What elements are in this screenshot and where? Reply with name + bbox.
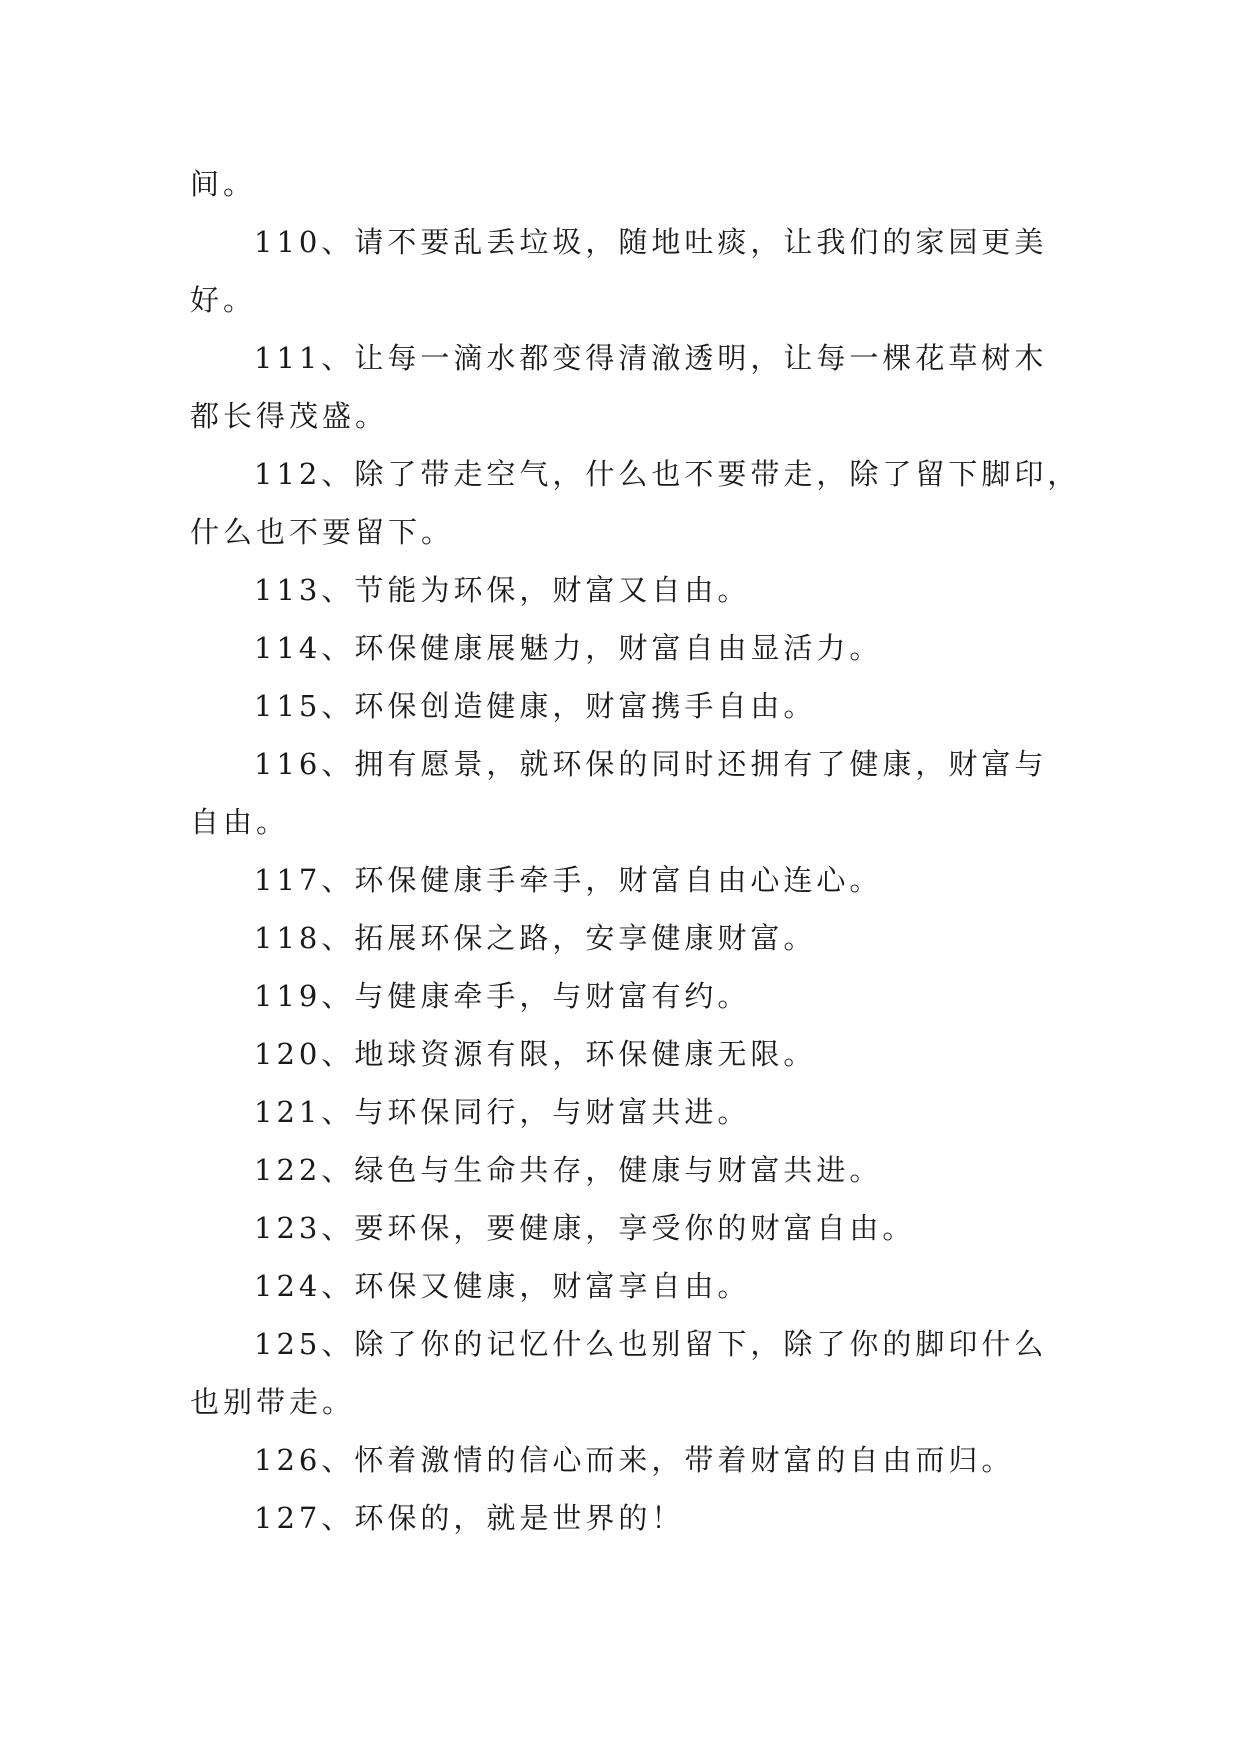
text-line: 110、请不要乱丢垃圾，随地吐痰，让我们的家园更美	[254, 225, 1048, 259]
text-line: 也别带走。	[190, 1385, 356, 1419]
text-line: 119、与健康牵手，与财富有约。	[254, 979, 751, 1013]
text-line: 123、要环保，要健康，享受你的财富自由。	[254, 1211, 916, 1245]
text-line: 好。	[190, 283, 257, 317]
text-line: 114、环保健康展魅力，财富自由显活力。	[254, 631, 883, 665]
text-line: 124、环保又健康，财富享自由。	[254, 1269, 751, 1303]
text-line: 113、节能为环保，财富又自由。	[254, 573, 751, 607]
text-line: 自由。	[190, 805, 290, 839]
text-line: 116、拥有愿景，就环保的同时还拥有了健康，财富与	[254, 747, 1048, 781]
text-line: 间。	[190, 167, 257, 201]
text-line: 126、怀着激情的信心而来，带着财富的自由而归。	[254, 1443, 1015, 1477]
text-line: 121、与环保同行，与财富共进。	[254, 1095, 751, 1129]
text-line: 127、环保的，就是世界的！	[254, 1501, 685, 1535]
text-line: 112、除了带走空气，什么也不要带走，除了留下脚印，	[254, 457, 1081, 491]
text-line: 125、除了你的记忆什么也别留下，除了你的脚印什么	[254, 1327, 1048, 1361]
text-line: 都长得茂盛。	[190, 399, 389, 433]
text-line: 120、地球资源有限，环保健康无限。	[254, 1037, 817, 1071]
document-page	[190, 155, 1081, 1547]
text-line: 111、让每一滴水都变得清澈透明，让每一棵花草树木	[254, 341, 1048, 375]
text-line: 122、绿色与生命共存，健康与财富共进。	[254, 1153, 883, 1187]
text-line: 什么也不要留下。	[190, 515, 455, 549]
text-line: 118、拓展环保之路，安享健康财富。	[254, 921, 817, 955]
text-line: 115、环保创造健康，财富携手自由。	[254, 689, 817, 723]
text-line: 117、环保健康手牵手，财富自由心连心。	[254, 863, 883, 897]
